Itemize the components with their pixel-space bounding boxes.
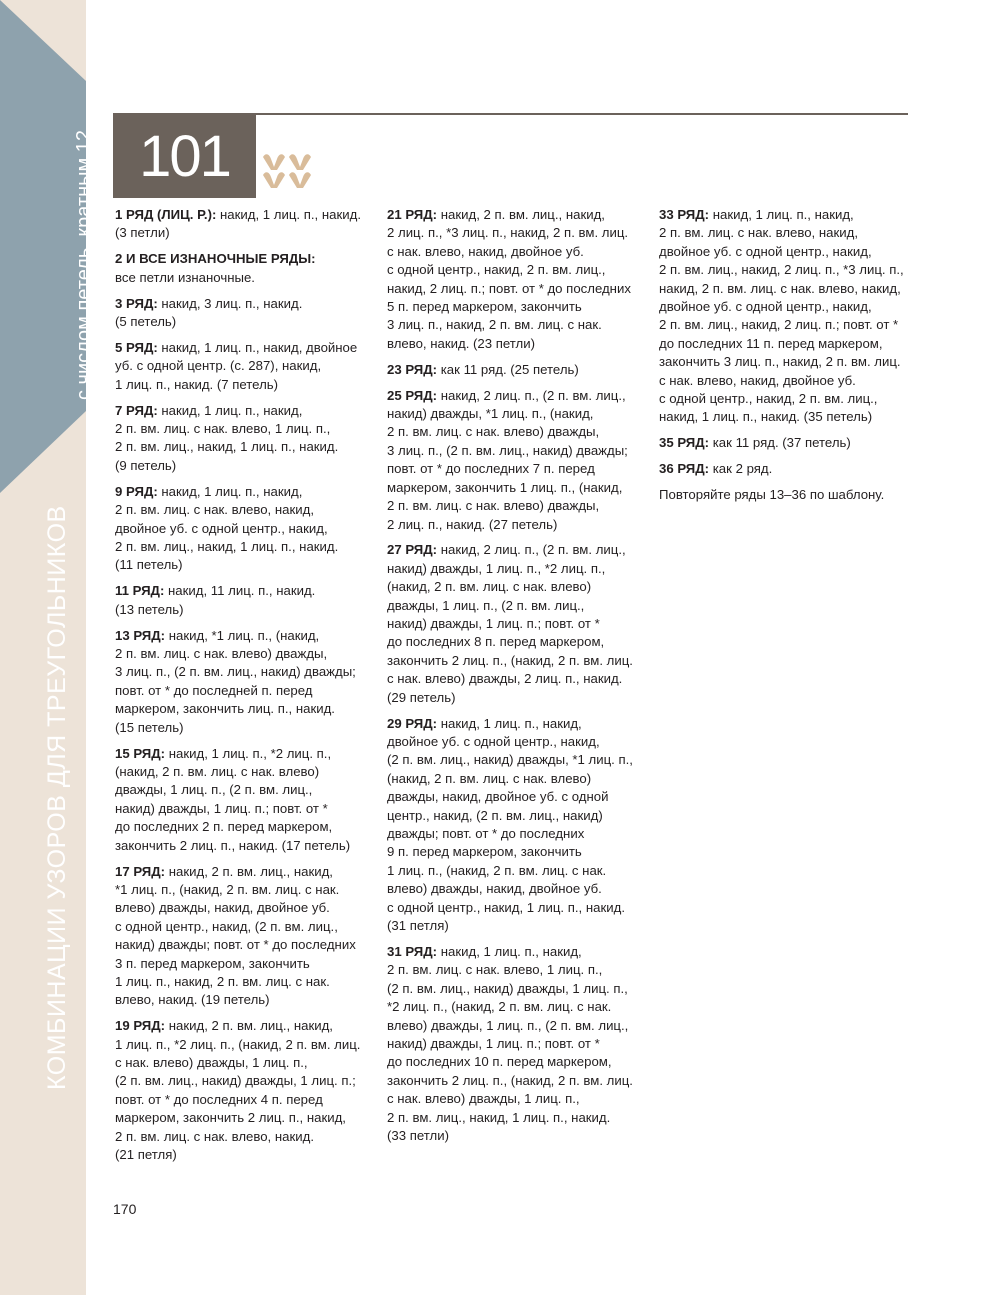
row-text: *1 лиц. п., (накид, 2 п. вм. лиц. с нак.	[115, 881, 340, 897]
instruction-row	[115, 206, 377, 243]
instruction-row	[115, 863, 377, 1010]
row-label: 9 РЯД:	[115, 483, 158, 499]
instruction-row	[659, 206, 921, 427]
row-text: накид, *1 лиц. п., (накид,	[165, 627, 320, 643]
row-text: накид, 2 п. вм. лиц., накид,	[437, 207, 605, 222]
pattern-number: 101	[113, 115, 256, 198]
row-text: до последних 10 п. перед маркером,	[387, 1054, 612, 1070]
instructions-column-2	[387, 206, 649, 1153]
row-label: 21 РЯД:	[387, 207, 438, 222]
row-text: накид, 1 лиц. п., накид, двойное	[157, 339, 358, 355]
row-label: 5 РЯД:	[115, 339, 158, 355]
instruction-row	[659, 460, 921, 478]
instruction-row	[115, 745, 377, 855]
instruction-row	[115, 250, 377, 287]
row-label: 27 РЯД:	[387, 542, 438, 558]
row-text: 1 лиц. п., *2 лиц. п., (накид, 2 п. вм. лиц.	[115, 1036, 361, 1052]
instruction-row	[387, 387, 649, 534]
row-text: накид, 1 лиц. п., накид,	[709, 207, 854, 222]
row-text: накид, 1 лиц. п., *2 лиц. п.,	[165, 745, 332, 761]
row-text: маркером, закончить лиц. п., накид.	[115, 701, 335, 717]
sidebar-subtitle: с числом петель, кратным 12	[73, 129, 95, 400]
row-text: накид, 2 п. вм. лиц. с нак. влево, накид,	[659, 280, 901, 296]
row-text: влево, накид. (19 петель)	[115, 992, 270, 1008]
row-text: 2 лиц. п., накид. (27 петель)	[387, 516, 558, 532]
row-label: 13 РЯД:	[115, 627, 166, 643]
row-text: повт. от * до последних 7 п. перед	[387, 461, 595, 477]
row-label: 35 РЯД:	[659, 435, 710, 451]
row-text: дважды; повт. от * до последних	[387, 826, 585, 841]
row-text: накид, 1 лиц. п., накид,	[157, 402, 303, 418]
sidebar	[0, 0, 95, 1295]
row-text: накид, 1 лиц. п., накид,	[437, 715, 582, 731]
row-text: (2 п. вм. лиц., накид) дважды, 1 лиц. п.,	[387, 980, 628, 996]
sidebar-section-title: КОМБИНАЦИИ УЗОРОВ ДЛЯ ТРЕУГОЛЬНИКОВ	[43, 505, 71, 1090]
instruction-row	[115, 339, 377, 394]
row-text: (5 петель)	[115, 314, 177, 330]
row-text: (накид, 2 п. вм. лиц. с нак. влево)	[115, 763, 320, 779]
row-text: маркером, закончить 2 лиц. п., накид,	[115, 1110, 346, 1126]
row-text: повт. от * до последней п. перед	[115, 682, 313, 698]
row-label: 15 РЯД:	[115, 745, 166, 761]
row-text: с нак. влево) дважды, 1 лиц. п.,	[115, 1055, 308, 1071]
row-label: 23 РЯД:	[387, 361, 438, 377]
row-text: (29 петель)	[387, 689, 456, 705]
instruction-row	[115, 582, 377, 619]
row-text: (15 петель)	[115, 719, 184, 735]
row-text: (накид, 2 п. вм. лиц. с нак. влево)	[387, 579, 592, 595]
instruction-row	[115, 1017, 377, 1164]
row-label: 33 РЯД:	[659, 207, 710, 222]
row-text: закончить 2 лиц. п., (накид, 2 п. вм. лиц.	[387, 652, 633, 668]
row-text: влево) дважды, накид, двойное уб.	[387, 881, 602, 897]
instruction-row	[115, 627, 377, 737]
row-text: 5 п. перед маркером, закончить	[387, 299, 582, 315]
row-text: 3 п. перед маркером, закончить	[115, 955, 310, 971]
instruction-row	[659, 486, 921, 504]
row-text: накид, 1 лиц. п., накид. (35 петель)	[659, 409, 873, 425]
row-text: 2 п. вм. лиц., накид, 2 лиц. п.; повт. от *	[659, 317, 899, 333]
instructions-column-3	[659, 206, 921, 512]
row-text: Повторяйте ряды 13–36 по шаблону.	[659, 487, 885, 503]
row-text: уб. с одной центр. (с. 287), накид,	[115, 358, 322, 374]
row-text: двойное уб. с одной центр., накид,	[387, 733, 600, 749]
row-text: двойное уб. с одной центр., накид,	[659, 299, 872, 315]
row-text: накид) дважды, *1 лиц. п., (накид,	[387, 406, 594, 422]
row-text: 2 п. вм. лиц. с нак. влево) дважды,	[387, 424, 600, 440]
row-text: (33 петли)	[387, 1128, 449, 1143]
row-text: накид, 2 п. вм. лиц., накид,	[165, 1018, 333, 1034]
row-text: накид, 1 лиц. п., накид,	[437, 943, 582, 959]
row-text: накид, 2 лиц. п.; повт. от * до последних	[387, 280, 631, 296]
row-label: 7 РЯД:	[115, 402, 158, 418]
row-text: накид) дважды; повт. от * до последних	[115, 937, 356, 953]
row-text: (13 петель)	[115, 601, 184, 617]
row-text: накид) дважды, 1 лиц. п.; повт. от *	[387, 1035, 600, 1051]
instruction-row	[115, 295, 377, 332]
row-text: 2 лиц. п., *3 лиц. п., накид, 2 п. вм. лиц.	[387, 225, 629, 241]
row-text: закончить 2 лиц. п., накид. (17 петель)	[115, 837, 351, 853]
row-text: влево) дважды, 1 лиц. п., (2 п. вм. лиц.,	[387, 1017, 629, 1033]
row-text: 3 лиц. п., (2 п. вм. лиц., накид) дважды;	[115, 664, 356, 680]
row-text: накид) дважды, 1 лиц. п.; повт. от *	[115, 800, 328, 816]
row-text: до последних 8 п. перед маркером,	[387, 634, 605, 650]
row-text: с одной центр., накид, 2 п. вм. лиц.,	[659, 391, 878, 407]
row-text: 1 лиц. п., накид. (7 петель)	[115, 376, 279, 392]
row-text: дважды, 1 лиц. п., (2 п. вм. лиц.,	[387, 597, 585, 613]
instruction-row	[387, 943, 649, 1145]
row-label: 36 РЯД:	[659, 461, 710, 477]
row-text: как 11 ряд. (37 петель)	[709, 435, 851, 451]
row-text: (2 п. вм. лиц., накид) дважды, *1 лиц. п.,	[387, 752, 633, 768]
row-text: 2 п. вм. лиц. с нак. влево, накид,	[115, 502, 314, 518]
row-text: 2 п. вм. лиц., накид, 2 лиц. п., *3 лиц. п.,	[659, 262, 904, 278]
page-number: 170	[113, 1201, 137, 1217]
row-label: 29 РЯД:	[387, 715, 438, 731]
instruction-row	[387, 206, 649, 353]
instruction-row	[659, 434, 921, 452]
row-text: накид) дважды, 1 лиц. п., *2 лиц. п.,	[387, 560, 606, 576]
row-text: 2 п. вм. лиц. с нак. влево, 1 лиц. п.,	[387, 962, 603, 978]
row-label: 3 РЯД:	[115, 295, 158, 311]
row-text: (2 п. вм. лиц., накид) дважды, 1 лиц. п.;	[115, 1073, 356, 1089]
row-text: накид, 2 лиц. п., (2 п. вм. лиц.,	[437, 387, 626, 403]
row-text: двойное уб. с одной центр., накид,	[115, 520, 328, 536]
row-text: 2 п. вм. лиц., накид, 1 лиц. п., накид.	[115, 539, 339, 554]
row-text: накид, 11 лиц. п., накид.	[164, 583, 316, 599]
row-text: 2 п. вм. лиц., накид, 1 лиц. п., накид.	[115, 439, 339, 455]
row-text: повт. от * до последних 4 п. перед	[115, 1091, 323, 1107]
row-label: 1 РЯД (ЛИЦ. Р.):	[115, 207, 217, 222]
row-text: с нак. влево) дважды, 1 лиц. п.,	[387, 1091, 580, 1107]
row-text: (9 петель)	[115, 457, 177, 473]
row-text: все петли изнаночные.	[115, 269, 255, 285]
row-text: (3 петли)	[115, 225, 170, 241]
row-text: накид) дважды, 1 лиц. п.; повт. от *	[387, 616, 600, 632]
row-text: 2 п. вм. лиц. с нак. влево, 1 лиц. п.,	[115, 421, 331, 437]
row-text: закончить 2 лиц. п., (накид, 2 п. вм. лиц.	[387, 1072, 633, 1088]
row-text: накид, 3 лиц. п., накид.	[157, 295, 303, 311]
row-text: *2 лиц. п., (накид, 2 п. вм. лиц. с нак.	[387, 999, 612, 1015]
row-label: 17 РЯД:	[115, 863, 166, 879]
knit-stitch-icon	[261, 153, 313, 191]
row-text: дважды, накид, двойное уб. с одной	[387, 789, 609, 805]
instructions-column-1	[115, 206, 377, 1172]
row-text: 2 п. вм. лиц., накид, 1 лиц. п., накид.	[387, 1109, 611, 1125]
instruction-row	[387, 541, 649, 707]
instruction-row	[387, 715, 649, 936]
row-text: закончить 3 лиц. п., накид, 2 п. вм. лиц.	[659, 354, 901, 370]
row-text: (21 петля)	[115, 1147, 177, 1163]
row-text: как 11 ряд. (25 петель)	[437, 361, 579, 377]
row-text: (накид, 2 п. вм. лиц. с нак. влево)	[387, 770, 592, 786]
row-text: с одной центр., накид, 1 лиц. п., накид.	[387, 899, 625, 915]
row-text: влево, накид. (23 петли)	[387, 335, 535, 351]
row-text: 2 п. вм. лиц. с нак. влево, накид.	[115, 1128, 314, 1144]
row-label: 25 РЯД:	[387, 387, 438, 403]
row-text: 3 лиц. п., (2 п. вм. лиц., накид) дважды;	[387, 442, 628, 458]
row-label: 11 РЯД:	[115, 583, 165, 599]
row-text: накид, 1 лиц. п., накид.	[216, 207, 361, 222]
instruction-row	[387, 361, 649, 379]
row-text: до последних 2 п. перед маркером,	[115, 819, 333, 835]
row-text: с нак. влево, накид, двойное уб.	[387, 243, 584, 259]
row-text: 3 лиц. п., накид, 2 п. вм. лиц. с нак.	[387, 317, 602, 333]
row-text: 1 лиц. п., (накид, 2 п. вм. лиц. с нак.	[387, 862, 607, 878]
row-text: 2 п. вм. лиц. с нак. влево) дважды,	[115, 646, 328, 662]
row-text: 2 п. вм. лиц. с нак. влево) дважды,	[387, 498, 600, 514]
row-text: накид, 2 п. вм. лиц., накид,	[165, 863, 333, 879]
instruction-row	[115, 483, 377, 575]
row-label: 19 РЯД:	[115, 1018, 166, 1034]
row-text: как 2 ряд.	[709, 461, 773, 477]
row-text: центр., накид, (2 п. вм. лиц., накид)	[387, 807, 603, 823]
row-text: 9 п. перед маркером, закончить	[387, 844, 582, 860]
row-text: накид, 2 лиц. п., (2 п. вм. лиц.,	[437, 542, 626, 558]
row-label: 31 РЯД:	[387, 943, 438, 959]
row-text: до последних 11 п. перед маркером,	[659, 335, 883, 351]
row-text: накид, 1 лиц. п., накид,	[157, 483, 303, 499]
row-text: маркером, закончить 1 лиц. п., (накид,	[387, 479, 623, 495]
row-text: с нак. влево, накид, двойное уб.	[659, 372, 856, 388]
row-text: влево) дважды, накид, двойное уб.	[115, 900, 330, 916]
row-text: с одной центр., накид, 2 п. вм. лиц.,	[387, 262, 606, 278]
row-text: с одной центр., накид, (2 п. вм. лиц.,	[115, 918, 338, 934]
row-text: двойное уб. с одной центр., накид,	[659, 243, 872, 259]
instruction-row	[115, 402, 377, 476]
row-text: (11 петель)	[115, 557, 183, 573]
row-text: (31 петля)	[387, 918, 449, 934]
row-text: дважды, 1 лиц. п., (2 п. вм. лиц.,	[115, 782, 313, 798]
row-text: 2 п. вм. лиц. с нак. влево, накид,	[659, 225, 858, 241]
row-text: 1 лиц. п., накид, 2 п. вм. лиц. с нак.	[115, 973, 330, 989]
row-label: 2 И ВСЕ ИЗНАНОЧНЫЕ РЯДЫ:	[115, 251, 316, 267]
row-text: с нак. влево) дважды, 2 лиц. п., накид.	[387, 671, 623, 687]
